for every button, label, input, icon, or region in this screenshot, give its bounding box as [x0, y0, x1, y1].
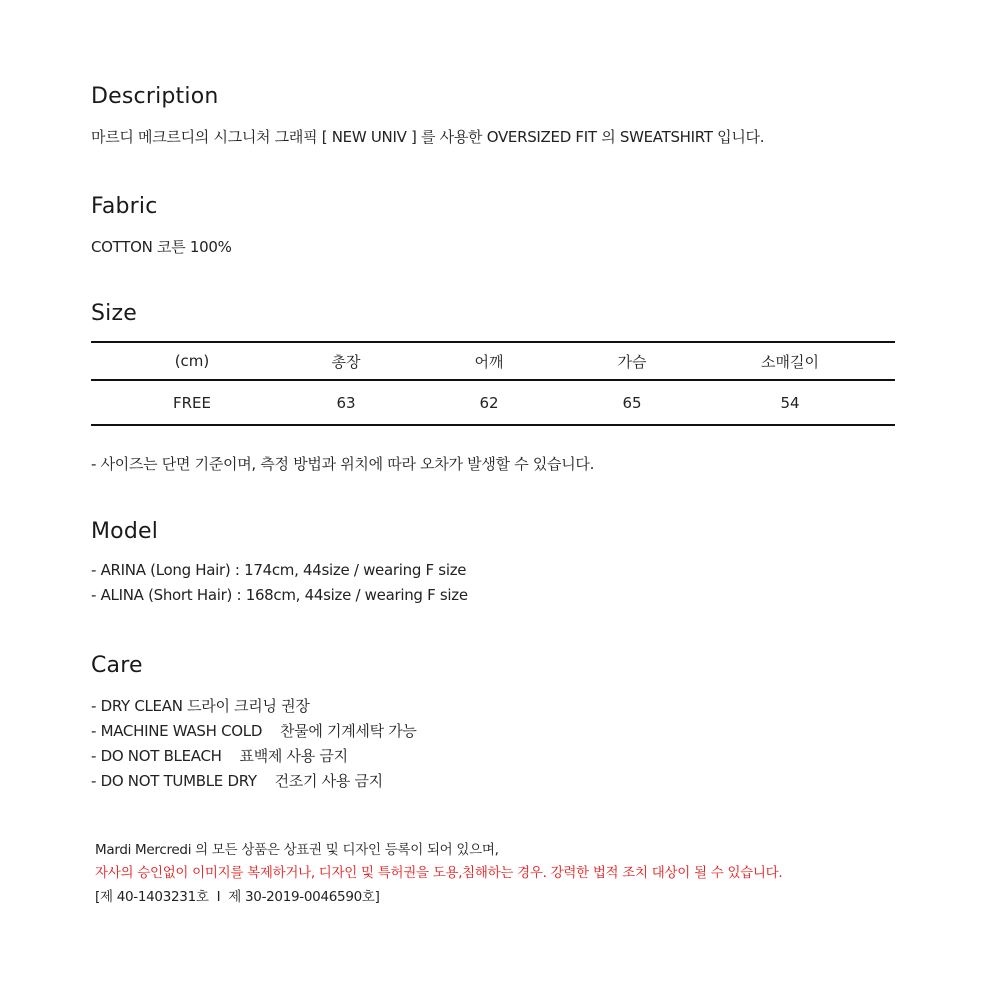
- care-heading: Care: [91, 653, 143, 678]
- description-text: 마르디 메크르디의 시그니처 그래픽 [ NEW UNIV ] 를 사용한 OVERSIZED FIT 의 SWEATSHIRT 입니다.: [91, 128, 765, 146]
- size-header-cell: 소매길이: [761, 352, 819, 371]
- size-table: [91, 341, 895, 426]
- size-cell: 62: [479, 393, 499, 412]
- size-note: - 사이즈는 단면 기준이며, 측정 방법과 위치에 따라 오차가 발생할 수 있습니다.: [91, 455, 595, 473]
- size-header-cell: 가슴: [617, 352, 647, 371]
- care-line: - DRY CLEAN 드라이 크리닝 권장: [91, 697, 310, 715]
- copyright-warning: 자사의 승인없이 이미지를 복제하거나, 디자인 및 특허권을 도용,침해하는 경우. 강력한 법적 조치 대상이 될 수 있습니다.: [95, 865, 783, 881]
- size-cell: 54: [780, 393, 800, 412]
- fabric-text: COTTON 코튼 100%: [91, 238, 232, 256]
- model-heading: Model: [91, 519, 159, 544]
- size-header-cell: (cm): [174, 352, 210, 370]
- size-cell: 65: [622, 393, 642, 412]
- care-line: - MACHINE WASH COLD 찬물에 기계세탁 가능: [91, 722, 417, 740]
- care-line: - DO NOT BLEACH 표백제 사용 금지: [91, 747, 348, 765]
- size-cell: FREE: [172, 393, 211, 412]
- description-heading: Description: [91, 84, 219, 109]
- care-line: - DO NOT TUMBLE DRY 건조기 사용 금지: [91, 772, 383, 790]
- model-line: - ALINA (Short Hair) : 168cm, 44size / wearing F size: [91, 586, 468, 604]
- size-heading: Size: [91, 301, 137, 326]
- size-header-cell: 총장: [331, 352, 361, 371]
- model-line: - ARINA (Long Hair) : 174cm, 44size / wearing F size: [91, 561, 467, 579]
- registration-numbers: [제 40-1403231호 I 제 30-2019-0046590호]: [95, 889, 380, 905]
- fabric-heading: Fabric: [91, 194, 158, 219]
- size-header-cell: 어깨: [474, 352, 504, 371]
- table-row: [91, 380, 895, 425]
- trademark-notice: Mardi Mercredi 의 모든 상품은 상표권 및 디자인 등록이 되어 있으며,: [95, 842, 499, 858]
- size-table-header-row: [91, 342, 895, 380]
- size-cell: 63: [336, 393, 356, 412]
